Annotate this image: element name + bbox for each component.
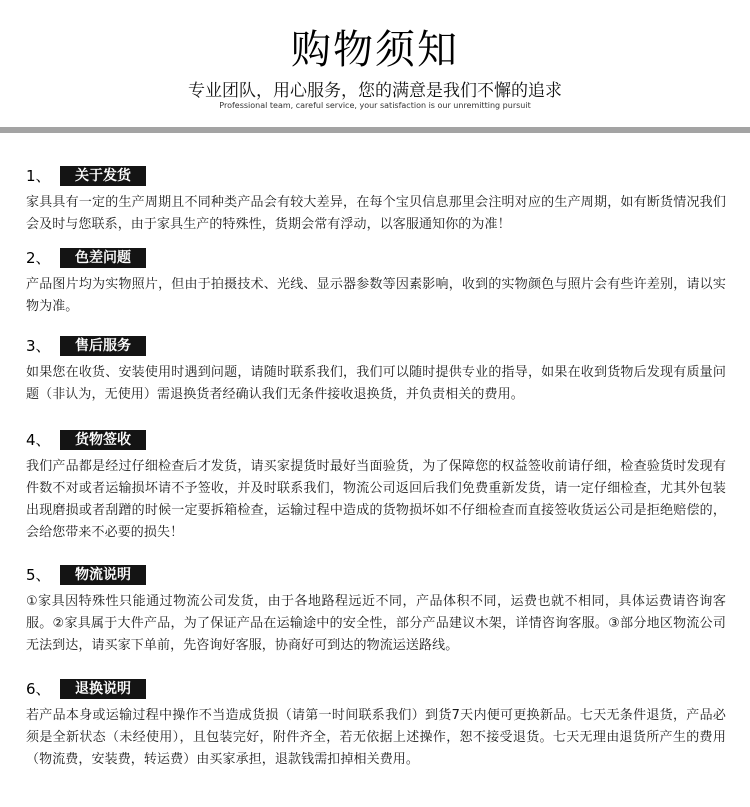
page-subtitle-english: Professional team, careful service, your satisfaction is our unremitting pursuit <box>219 101 531 110</box>
section-header <box>26 429 726 451</box>
section-shipping <box>26 165 726 236</box>
section-number: 1、 <box>26 167 51 185</box>
section-body: 产品图片均为实物照片，但由于拍摄技术、光线、显示器参数等因素影响，收到的实物颜色与照片会有些许差别，请以实物为准。 <box>26 277 726 314</box>
section-goods-receipt <box>26 429 726 544</box>
section-number: 5、 <box>26 566 51 584</box>
section-number: 6、 <box>26 680 51 698</box>
section-number: 4、 <box>26 431 51 449</box>
section-body: 我们产品都是经过仔细检查后才发货，请买家提货时最好当面验货，为了保障您的权益签收前请仔细，检查验货时发现有件数不对或者运输损坏请不予签收，并及时联系我们，物流公司返回后我们免费重新发货，请一定仔细检查，尤其外包装出现磨损或者刮蹭的时候一定要拆箱检查，运输过程中造成的货物损坏如不仔细检查而直接签收货运公司是拒绝赔偿的，会给您带来不必要的损失！ <box>26 459 726 540</box>
section-logistics <box>26 564 726 657</box>
section-header <box>26 335 726 357</box>
section-header <box>26 564 726 586</box>
page-title: 购物须知 <box>291 27 459 73</box>
page-subtitle: 专业团队，用心服务，您的满意是我们不懈的追求 <box>188 81 562 101</box>
section-color-difference <box>26 247 726 318</box>
section-heading: 售后服务 <box>60 336 146 356</box>
section-header <box>26 165 726 187</box>
section-returns <box>26 678 726 771</box>
section-body: 家具具有一定的生产周期且不同种类产品会有较大差异，在每个宝贝信息那里会注明对应的生产周期，如有断货情况我们会及时与您联系，由于家具生产的特殊性，货期会常有浮动，以客服通知你的为准！ <box>26 195 726 232</box>
section-heading: 物流说明 <box>60 565 146 585</box>
section-number: 3、 <box>26 337 51 355</box>
section-after-sales <box>26 335 726 406</box>
section-header <box>26 247 726 269</box>
section-body: 若产品本身或运输过程中操作不当造成货损（请第一时间联系我们）到货7天内便可更换新品。七天无条件退货，产品必须是全新状态（未经使用），且包装完好，附件齐全，若无依据上述操作，恕不接受退货。七天无理由退货所产生的费用（物流费，安装费，转运费）由买家承担，退款钱需扣掉相关费用。 <box>26 708 726 767</box>
section-heading: 色差问题 <box>60 248 146 268</box>
section-heading: 关于发货 <box>60 166 146 186</box>
section-body: 如果您在收货、安装使用时遇到问题，请随时联系我们，我们可以随时提供专业的指导，如果在收到货物后发现有质量问题（非认为，无使用）需退换货者经确认我们无条件接收退换货，并负责相关的费用。 <box>26 365 726 402</box>
section-body: ①家具因特殊性只能通过物流公司发货，由于各地路程远近不同，产品体积不同，运费也就不相同，具体运费请咨询客服。②家具属于大件产品，为了保证产品在运输途中的安全性，部分产品建议木架，详情咨询客服。③部分地区物流公司无法到达，请买家下单前，先咨询好客服，协商好可到达的物流运送路线。 <box>26 594 726 653</box>
section-number: 2、 <box>26 249 51 267</box>
section-heading: 货物签收 <box>60 430 146 450</box>
header-divider <box>0 127 750 133</box>
section-header <box>26 678 726 700</box>
section-heading: 退换说明 <box>60 679 146 699</box>
